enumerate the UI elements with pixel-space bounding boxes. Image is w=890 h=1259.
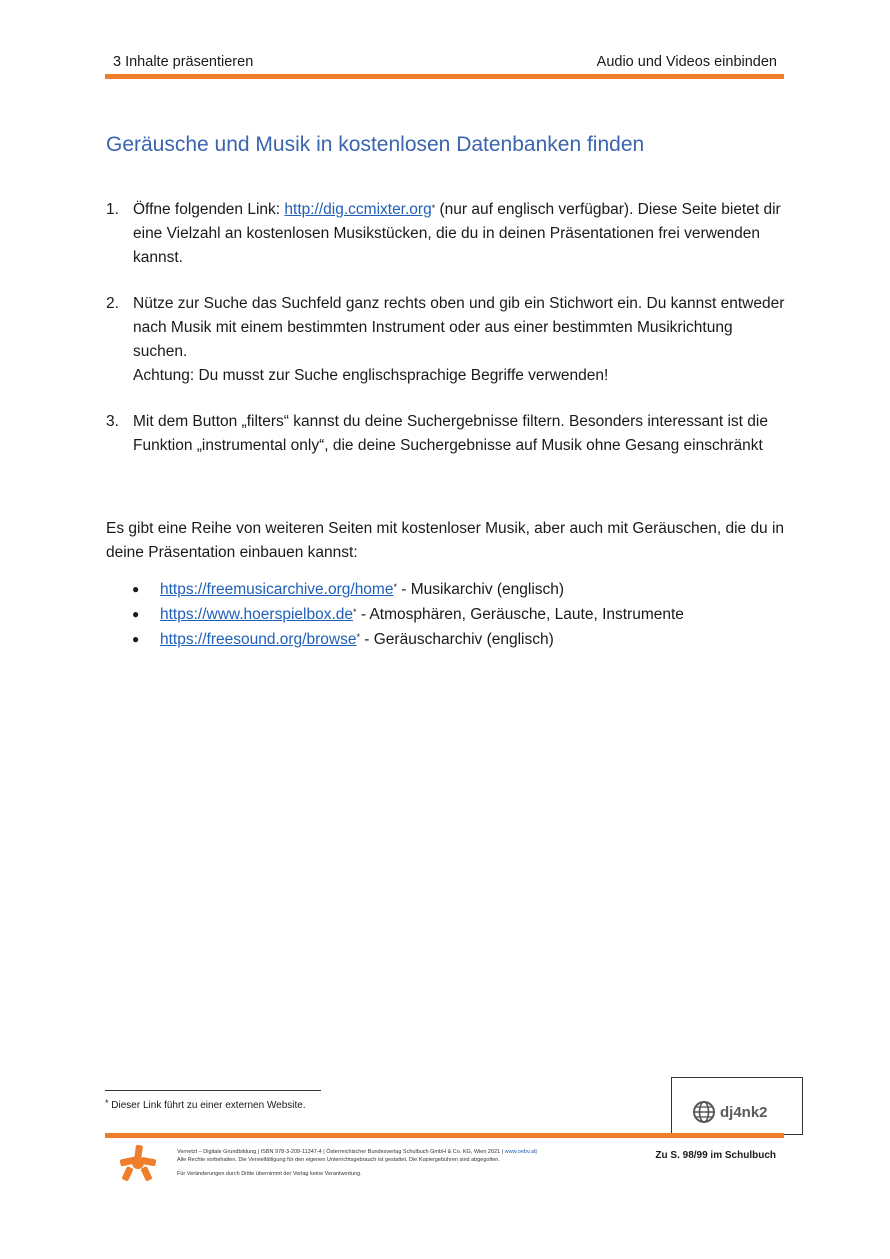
freesound-link[interactable]: https://freesound.org/browse — [160, 631, 357, 648]
step-text: Nütze zur Suche das Suchfeld ganz rechts oben und gib ein Stichwort ein. Du kannst entweder nach Musik mit einem bestimmten Instrument oder aus einer bestimmten Musikrichtung suchen. — [133, 295, 785, 360]
list-item — [106, 577, 786, 602]
step-number: 2. — [106, 295, 119, 312]
footnote-mark: * — [356, 632, 360, 642]
step-note: Achtung: Du musst zur Suche englischsprachige Begriffe verwenden! — [133, 367, 609, 384]
footnote-mark: * — [105, 1098, 109, 1108]
step-text: Mit dem Button „filters“ kannst du deine Suchergebnisse filtern. Besonders interessant ist die Funktion „instrumental only“, die deine Suchergebnisse auf Musik ohne Gesang einschränkt — [133, 413, 768, 454]
footnote-mark: * — [353, 607, 357, 617]
schoolbook-reference: Zu S. 98/99 im Schulbuch — [655, 1150, 776, 1161]
footer-legal — [177, 1148, 557, 1178]
bullet-icon: ● — [132, 632, 140, 646]
hoerspielbox-link[interactable]: https://www.hoerspielbox.de — [160, 606, 353, 623]
footnote-mark: * — [393, 582, 397, 592]
step-1 — [106, 198, 786, 270]
step-3 — [106, 410, 786, 458]
intro-text: Es gibt eine Reihe von weiteren Seiten mit kostenloser Musik, aber auch mit Geräuschen, die du in deine Präsentation einbauen kannst: — [106, 520, 785, 561]
footnote-rule — [105, 1090, 321, 1091]
link-list — [106, 577, 786, 652]
footer-line-2: Alle Rechte vorbehalten. Die Vervielfältigung für den eigenen Unterrichtsgebrauch ist gestattet. Die Kopiergebühren sind abgegolten. — [177, 1157, 500, 1163]
footnote-mark: * — [431, 203, 436, 213]
publisher-logo — [118, 1143, 158, 1183]
header-rule — [105, 74, 784, 79]
header-right: Audio und Videos einbinden — [596, 54, 777, 70]
list-item — [106, 602, 786, 627]
footer-line-1: Vernetzt – Digitale Grundbildung | ISBN 978-3-209-11347-4 | Österreichischer Bundesverlag Schulbuch GmbH & Co. KG, Wien 2021 | — [177, 1149, 505, 1155]
bullet-icon: ● — [132, 607, 140, 621]
freemusicarchive-link[interactable]: https://freemusicarchive.org/home — [160, 581, 394, 598]
online-code-text: dj4nk2 — [720, 1103, 768, 1121]
step-text: (nur auf englisch verfügbar). Diese Seite bietet dir eine Vielzahl an kostenlosen Musikstücken, die du in deinen Präsentationen frei verwenden kannst. — [133, 201, 781, 266]
footer-rule — [105, 1133, 784, 1138]
step-text: Öffne folgenden Link: — [133, 201, 285, 218]
online-code-box[interactable] — [671, 1077, 803, 1135]
link-description: - Atmosphären, Geräusche, Laute, Instrumente — [356, 606, 684, 623]
footnote — [105, 1100, 306, 1111]
footer-line-3: Für Veränderungen durch Dritte übernimmt der Verlag keine Verantwortung. — [177, 1171, 362, 1177]
step-number: 1. — [106, 201, 119, 218]
step-number: 3. — [106, 413, 119, 430]
page-title: Geräusche und Musik in kostenlosen Datenbanken finden — [106, 133, 645, 156]
bullet-icon: ● — [132, 582, 140, 596]
step-2 — [106, 292, 786, 388]
step-list — [106, 198, 786, 480]
link-description: - Musikarchiv (englisch) — [396, 581, 565, 598]
oebv-link[interactable]: www.oebv.at — [504, 1149, 536, 1155]
footnote-text: Dieser Link führt zu einer externen Website. — [108, 1100, 306, 1111]
list-item — [106, 627, 786, 652]
globe-icon — [692, 1100, 716, 1124]
header-left: 3 Inhalte präsentieren — [113, 54, 254, 70]
link-description: - Geräuscharchiv (englisch) — [359, 631, 554, 648]
footer-separator: | — [535, 1149, 537, 1155]
online-code — [692, 1100, 768, 1124]
ccmixter-link[interactable]: http://dig.ccmixter.org — [284, 201, 432, 218]
